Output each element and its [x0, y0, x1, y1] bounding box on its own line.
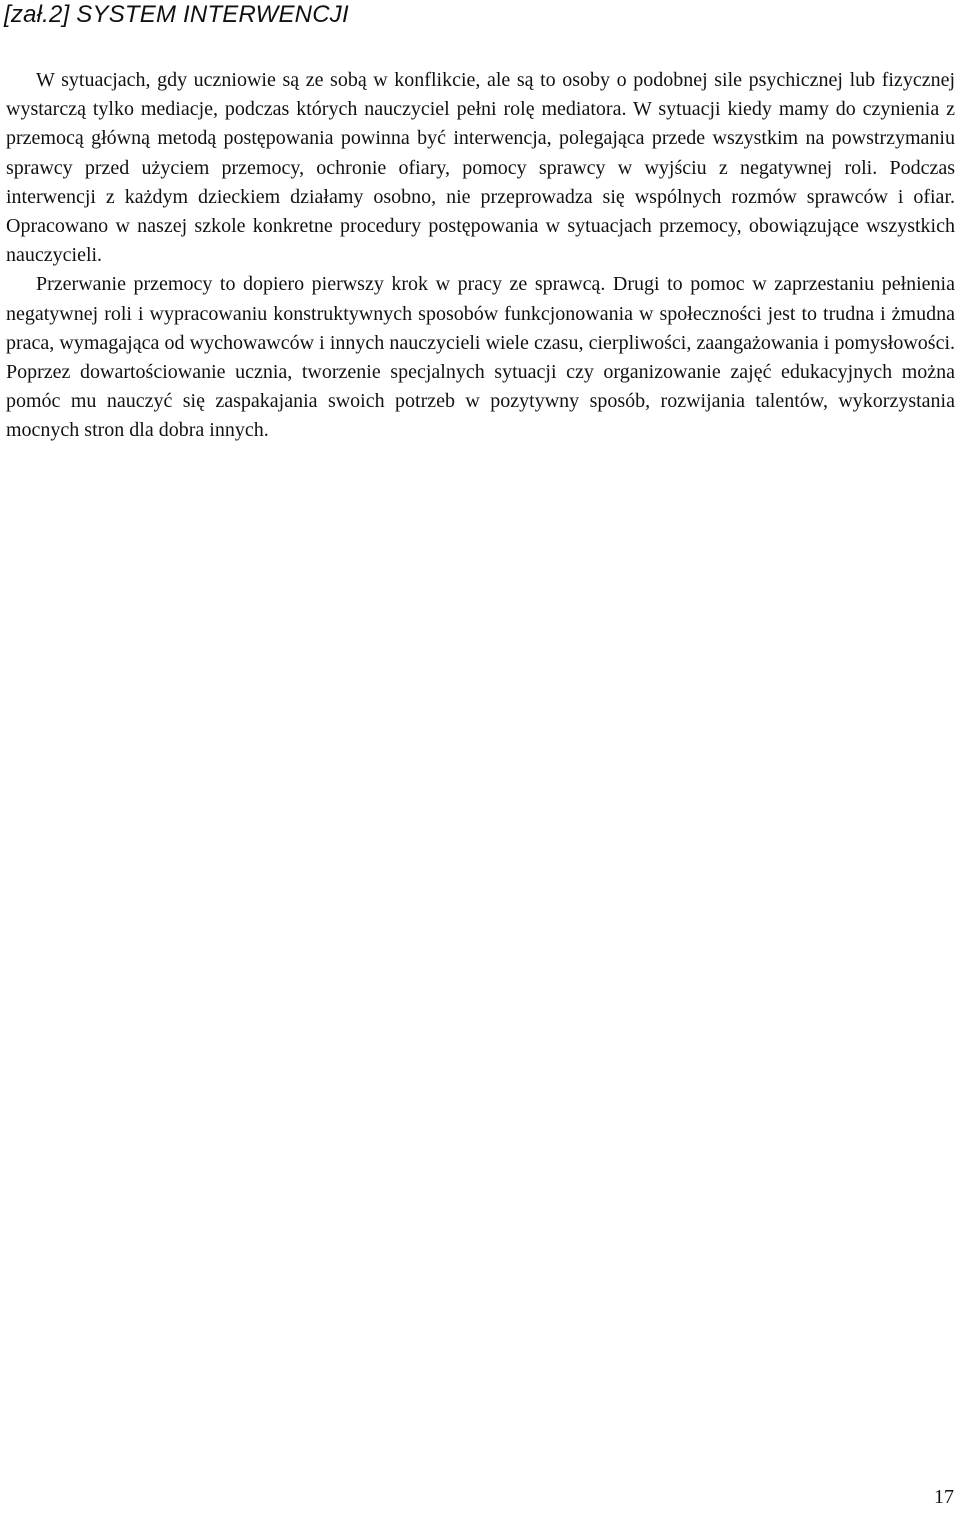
- paragraph: Przerwanie przemocy to dopiero pierwszy krok w pracy ze sprawcą. Drugi to pomoc w zaprzestaniu pełnienia negatywnej roli i wypracowaniu konstruktywnych sposobów funkcjonowania w społeczności jest to trudna i żmudna praca, wymagająca od wychowawców i innych nauczycieli wiele czasu, cierpliwości, zaangażowania i pomysłowości. Poprzez dowartościowanie ucznia, tworzenie specjalnych sytuacji czy organizowanie zajęć edukacyjnych można pomóc mu nauczyć się zaspakajania swoich potrzeb w pozytywny sposób, rozwijania talentów, wykorzystania mocnych stron dla dobra innych.: [6, 273, 955, 442]
- page-title: [zał.2] SYSTEM INTERWENCJI: [4, 1, 349, 28]
- body-text: [6, 66, 955, 446]
- page-number: 17: [934, 1486, 954, 1508]
- paragraph: W sytuacjach, gdy uczniowie są ze sobą w konflikcie, ale są to osoby o podobnej sile psychicznej lub fizycznej wystarczą tylko mediacje, podczas których nauczyciel pełni rolę mediatora. W sytuacji kiedy mamy do czynienia z przemocą główną metodą postępowania powinna być interwencja, polegająca przede wszystkim na powstrzymaniu sprawcy przed użyciem przemocy, ochronie ofiary, pomocy sprawcy w wyjściu z negatywnej roli. Podczas interwencji z każdym dzieckiem działamy osobno, nie przeprowadza się wspólnych rozmów sprawców i ofiar. Opracowano w naszej szkole konkretne procedury postępowania w sytuacjach przemocy, obowiązujące wszystkich nauczycieli.: [6, 69, 955, 267]
